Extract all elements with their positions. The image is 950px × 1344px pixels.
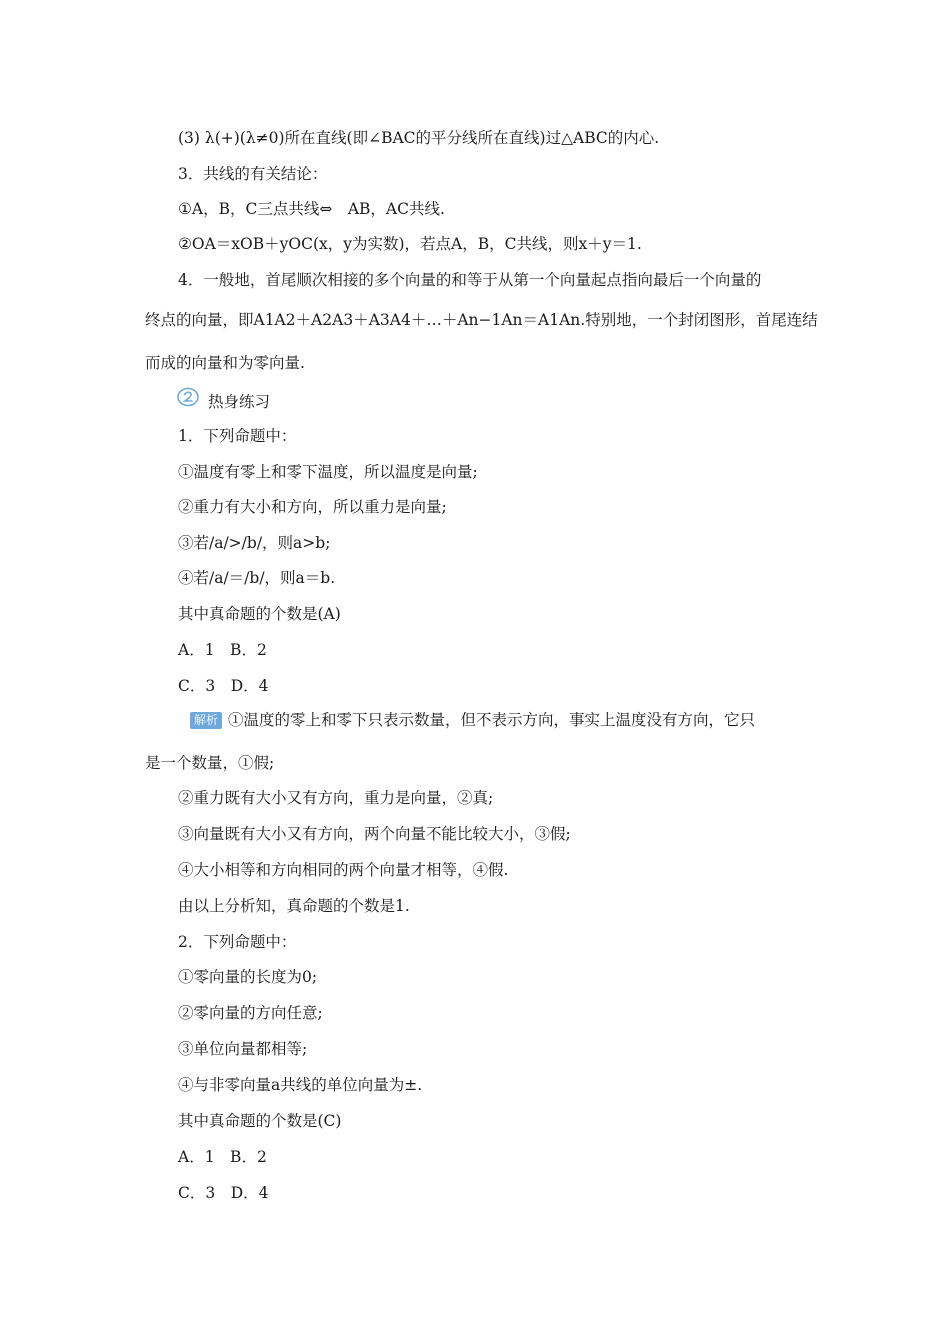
text-line: A．1 B．2 (178, 641, 267, 659)
text-line: 1．下列命题中： (178, 427, 297, 445)
text-line: (3) λ(+)(λ≠0)所在直线(即∠BAC的平分线所在直线)过△ABC的内心. (178, 129, 660, 147)
text-line: ①零向量的长度为0; (178, 968, 318, 986)
text-line: ②OA＝xOB＋yOC(x，y为实数)，若点A，B，C共线，则x＋y＝1. (178, 235, 642, 253)
text-line: ④大小相等和方向相同的两个向量才相等，④假. (178, 861, 509, 879)
text-line: ①温度有零上和零下温度，所以温度是向量; (178, 463, 478, 481)
analysis-badge: 解析 (190, 712, 222, 729)
text-line: 2．下列命题中： (178, 933, 297, 951)
text-line: C．3 D．4 (178, 1184, 269, 1202)
text-line: 4．一般地，首尾顺次相接的多个向量的和等于从第一个向量起点指向最后一个向量的 (178, 271, 762, 289)
text-line: ③单位向量都相等; (178, 1040, 308, 1058)
text-line: C．3 D．4 (178, 677, 269, 695)
text-line: 而成的向量和为零向量. (145, 354, 305, 372)
text-line: ①A，B，C三点共线⇔ AB，AC共线. (178, 200, 445, 218)
text-line: 是一个数量，①假; (145, 754, 275, 772)
text-line: ②重力既有大小又有方向，重力是向量，②真; (178, 789, 494, 807)
text-line: ③向量既有大小又有方向，两个向量不能比较大小，③假; (178, 825, 571, 843)
text-line: 其中真命题的个数是(A) (178, 605, 341, 623)
text-line: A．1 B．2 (178, 1148, 267, 1166)
text-line: 由以上分析知，真命题的个数是1. (178, 897, 410, 915)
text-line: ②零向量的方向任意; (178, 1004, 323, 1022)
text-line: ②重力有大小和方向，所以重力是向量; (178, 498, 447, 516)
text-line: ③若/a/>/b/，则a>b; (178, 534, 331, 552)
text-line: 其中真命题的个数是(C) (178, 1112, 342, 1130)
circled-2-icon (176, 387, 200, 407)
analysis-text: ①温度的零上和零下只表示数量，但不表示方向，事实上温度没有方向，它只 (228, 711, 756, 729)
text-line: 终点的向量，即A1A2＋A2A3＋A3A4＋…＋An−1An＝A1An.特别地，一个封闭图形，首尾连结 (145, 311, 818, 329)
text-line: ④与非零向量a共线的单位向量为±. (178, 1076, 423, 1094)
section-title: 热身练习 (208, 393, 271, 411)
text-line: 3．共线的有关结论： (178, 165, 328, 183)
text-line: ④若/a/＝/b/，则a＝b. (178, 569, 336, 587)
analysis-line (190, 710, 755, 730)
